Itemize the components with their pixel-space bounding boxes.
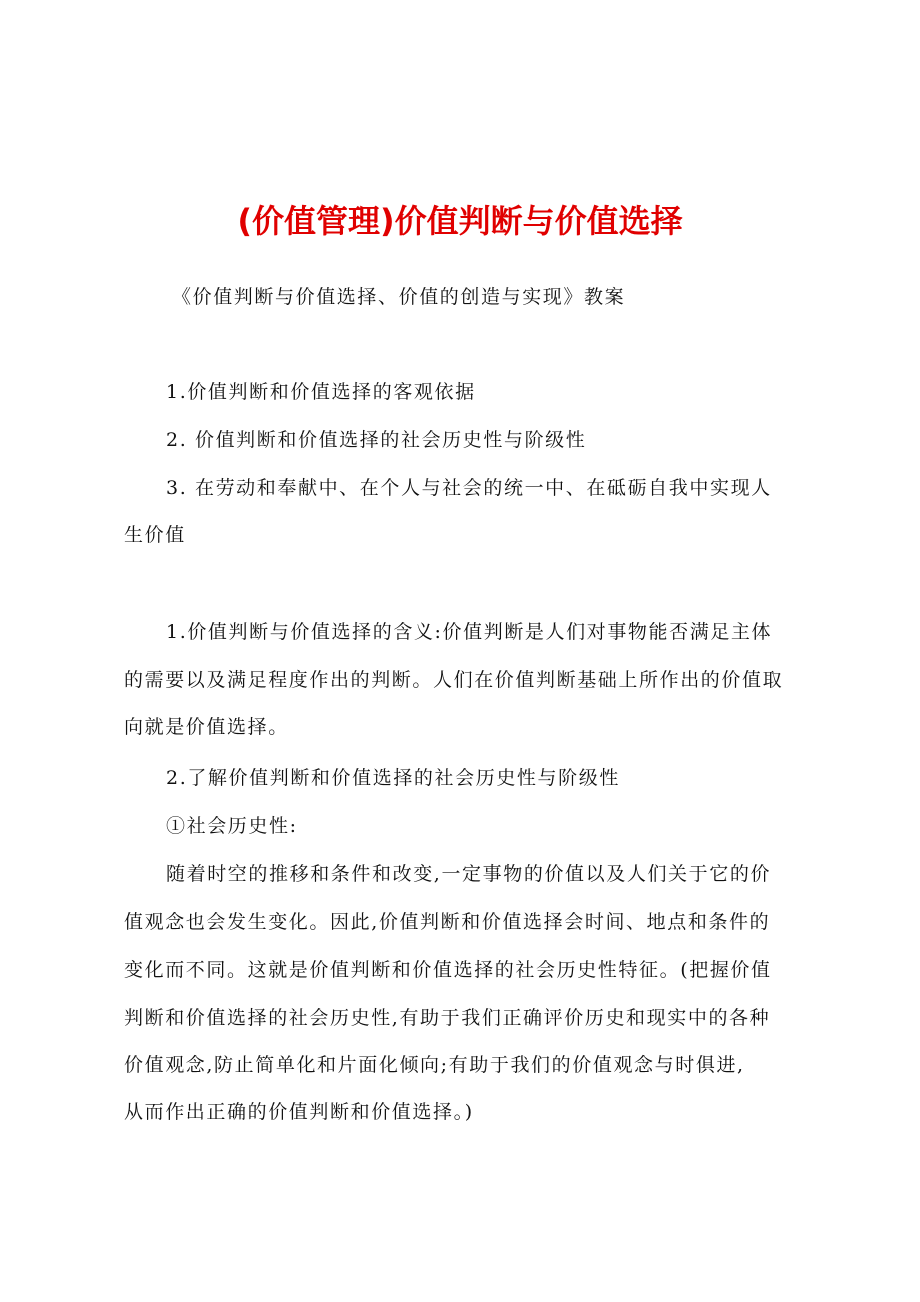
paragraph-line: 向就是价值选择。 — [124, 716, 289, 738]
paragraph-line: 变化而不同。这就是价值判断和价值选择的社会历史性特征。(把握价值 — [124, 959, 772, 981]
paragraph-line: 从而作出正确的价值判断和价值选择。) — [124, 1101, 474, 1123]
paragraph-line: 值观念也会发生变化。因此,价值判断和价值选择会时间、地点和条件的 — [124, 911, 771, 933]
paragraph-line: 的需要以及满足程度作出的判断。人们在价值判断基础上所作出的价值取 — [124, 669, 784, 691]
paragraph-line: 随着时空的推移和条件和改变,一定事物的价值以及人们关于它的价 — [166, 863, 772, 885]
document-subtitle: 《价值判断与价值选择、价值的创造与实现》教案 — [172, 286, 626, 308]
outline-item-2: 2. 价值判断和价值选择的社会历史性与阶级性 — [166, 429, 587, 451]
paragraph-line: 价值观念,防止简单化和片面化倾向;有助于我们的价值观念与时俱进, — [124, 1054, 745, 1076]
outline-item-1: 1.价值判断和价值选择的客观依据 — [166, 381, 476, 403]
section-heading: 2.了解价值判断和价值选择的社会历史性与阶级性 — [166, 767, 620, 789]
sub-heading: ①社会历史性: — [166, 815, 298, 837]
outline-item-3-cont: 生价值 — [124, 524, 186, 546]
document-title: (价值管理)价值判断与价值选择 — [237, 202, 683, 240]
paragraph-line: 判断和价值选择的社会历史性,有助于我们正确评价历史和现实中的各种 — [124, 1007, 771, 1029]
paragraph-line: 1.价值判断与价值选择的含义:价值判断是人们对事物能否满足主体 — [166, 621, 773, 643]
outline-item-3: 3. 在劳动和奉献中、在个人与社会的统一中、在砥砺自我中实现人 — [166, 477, 772, 499]
